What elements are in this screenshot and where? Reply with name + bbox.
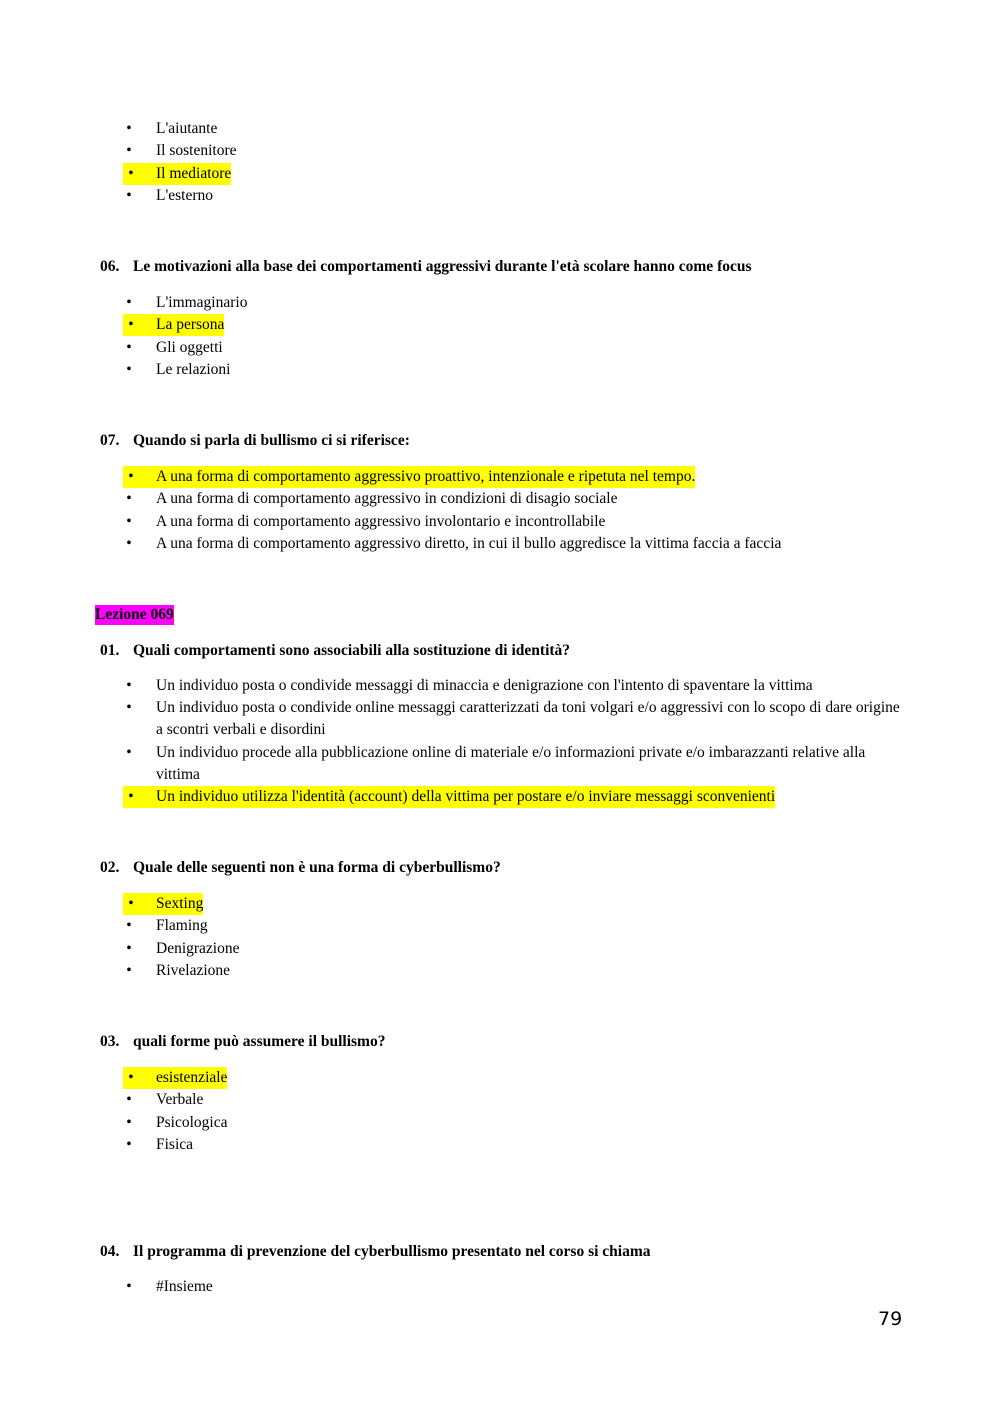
question-06	[100, 257, 752, 277]
bullet-icon: •	[123, 466, 156, 488]
bullet-icon: •	[126, 142, 132, 160]
bullet-icon: •	[126, 1113, 132, 1131]
question-l69-01	[100, 641, 570, 661]
bullet-icon: •	[126, 961, 132, 979]
bullet-icon: •	[126, 512, 132, 530]
question-number: 06.	[100, 258, 120, 275]
question-text: Quando si parla di bullismo ci si riferisce:	[133, 432, 410, 449]
question-text: Quali comportamenti sono associabili alla sostituzione di identità?	[133, 642, 571, 659]
bullet-icon: •	[126, 699, 132, 717]
bullet-icon: •	[126, 1278, 132, 1295]
question-number: 04.	[100, 1243, 120, 1260]
bullet-icon: •	[123, 163, 156, 185]
page-number: 79	[878, 1308, 903, 1330]
bullet-icon: •	[126, 917, 132, 935]
bullet-icon: •	[123, 314, 156, 336]
bullet-icon: •	[126, 677, 132, 694]
bullet-icon: •	[126, 939, 132, 957]
bullet-icon: •	[123, 786, 156, 808]
question-l69-04	[100, 1242, 651, 1262]
question-l69-02	[100, 858, 501, 878]
bullet-icon: •	[126, 294, 132, 311]
question-number: 02.	[100, 859, 120, 876]
question-text: Il programma di prevenzione del cyberbullismo presentato nel corso si chiama	[133, 1243, 651, 1260]
question-l69-03	[100, 1032, 385, 1052]
bullet-icon: •	[126, 534, 132, 552]
bullet-icon: •	[126, 490, 132, 508]
bullet-icon: •	[126, 360, 132, 378]
question-number: 03.	[100, 1033, 120, 1050]
bullet-icon: •	[126, 1091, 132, 1109]
question-07	[100, 431, 410, 451]
question-text: Quale delle seguenti non è una forma di cyberbullismo?	[133, 859, 501, 876]
bullet-icon: •	[126, 120, 132, 137]
bullet-icon: •	[126, 338, 132, 356]
question-text: Le motivazioni alla base dei comportamenti aggressivi durante l'età scolare hanno come focus	[133, 258, 752, 275]
bullet-icon: •	[123, 893, 156, 915]
lesson-heading: Lezione 069	[95, 606, 174, 623]
bullet-icon: •	[126, 1135, 132, 1153]
bullet-icon: •	[126, 186, 132, 204]
bullet-icon: •	[126, 743, 132, 761]
bullet-icon: •	[123, 1067, 156, 1089]
question-text: quali forme può assumere il bullismo?	[133, 1033, 386, 1050]
question-number: 01.	[100, 642, 120, 659]
question-number: 07.	[100, 432, 120, 449]
